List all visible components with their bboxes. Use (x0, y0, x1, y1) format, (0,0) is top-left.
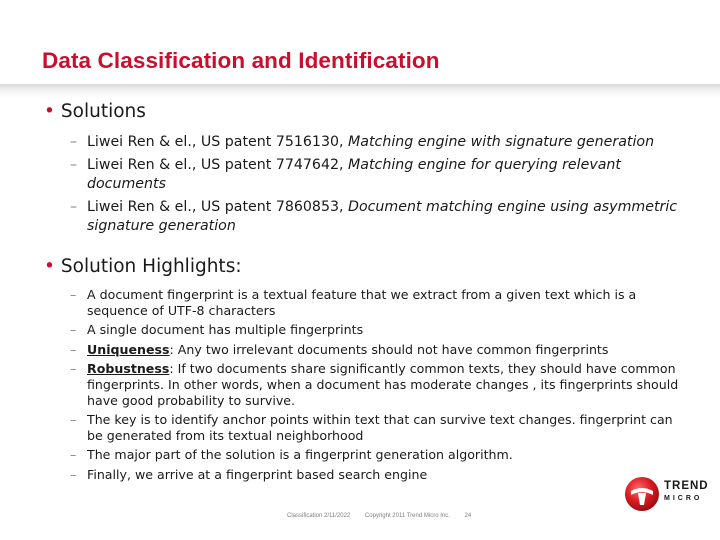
list-item (70, 342, 690, 358)
highlight-text: Finally, we arrive at a fingerprint based search engine (87, 466, 428, 482)
highlight-text: The major part of the solution is a fingerprint generation algorithm. (87, 447, 513, 463)
list-item (70, 361, 690, 408)
patent-number: US patent 7860853, (200, 199, 349, 215)
patent-number: US patent 7516130, (200, 134, 349, 150)
trend-micro-logo (622, 470, 709, 530)
section-heading-highlights (44, 256, 242, 277)
list-item (70, 198, 690, 236)
patent-title: Matching engine with signature generation (348, 134, 655, 150)
highlights-list (70, 287, 690, 483)
footer-classification: Classification 2/11/2022 (287, 513, 351, 519)
patent-authors: Liwei Ren & el., (87, 199, 201, 215)
dash-icon: – (70, 361, 77, 377)
list-item (70, 287, 690, 318)
title-divider (0, 84, 720, 98)
dash-icon: – (70, 322, 77, 338)
page-number: 24 (464, 513, 472, 519)
list-item (70, 412, 690, 443)
highlight-term: Uniqueness (87, 341, 170, 357)
trend-micro-logo-icon (622, 474, 662, 514)
dash-icon: – (70, 447, 77, 463)
bullet-icon: • (44, 256, 55, 277)
footer-copyright: Copyright 2011 Trend Micro Inc. (364, 513, 450, 519)
patent-title: Document matching engine using asymmetric signature generation (87, 199, 678, 234)
dash-icon: – (70, 341, 77, 357)
patent-authors: Liwei Ren & el., (87, 157, 201, 173)
patent-authors: Liwei Ren & el., (87, 134, 201, 150)
list-item (70, 133, 690, 152)
list-item (70, 467, 690, 483)
dash-icon: – (70, 157, 78, 173)
dash-icon: – (70, 412, 77, 428)
section-heading-label: Solutions (60, 101, 146, 122)
section-heading-solutions (44, 101, 146, 122)
highlight-text: : If two documents share significantly common texts, they should have common fingerprints. In other words, when a document has moderate changes , its fingerprints should have good probability to survive. (87, 361, 679, 408)
dash-icon: – (70, 134, 78, 150)
highlight-text: The key is to identify anchor points within text that can survive text changes. fingerprint can be generated from its textual neighborhood (87, 412, 673, 443)
dash-icon: – (70, 199, 78, 215)
logo-wordmark-micro: MICRO (664, 495, 703, 502)
highlight-text: A document fingerprint is a textual feature that we extract from a given text which is a sequence of UTF-8 characters (87, 287, 637, 318)
section-heading-label: Solution Highlights: (60, 256, 242, 277)
logo-wordmark-trend: TREND (664, 480, 709, 492)
highlight-text: : Any two irrelevant documents should not have common fingerprints (169, 341, 609, 357)
patent-number: US patent 7747642, (200, 157, 349, 173)
slide-title: Data Classification and Identification (42, 48, 440, 73)
highlight-text: A single document has multiple fingerprints (87, 322, 364, 338)
dash-icon: – (70, 287, 77, 302)
patent-title: Matching engine for querying relevant documents (87, 157, 621, 192)
dash-icon: – (70, 466, 77, 482)
list-item (70, 156, 690, 194)
bullet-icon: • (44, 101, 55, 122)
list-item (70, 322, 690, 338)
highlight-term: Robustness (87, 361, 170, 377)
solutions-list (70, 133, 690, 236)
list-item (70, 447, 690, 463)
slide-footer (287, 513, 484, 519)
